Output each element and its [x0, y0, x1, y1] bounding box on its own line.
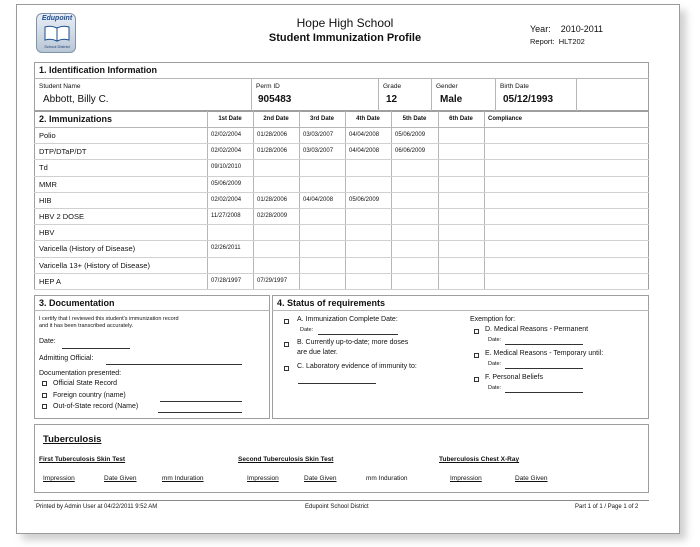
exemption-e-date-line[interactable]	[505, 368, 583, 369]
dose-date: 05/06/2009	[349, 196, 380, 203]
option-label: Foreign country (name)	[53, 392, 126, 399]
column-header: 4th Date	[356, 116, 380, 122]
option-label: Official State Record	[53, 380, 118, 387]
school-name: Hope High School	[296, 16, 394, 30]
printed-by: Printed by Admin User at 04/22/2011 9:52 AM	[36, 504, 158, 510]
first-date-given-label: Date Given	[104, 475, 137, 482]
vaccine-name: Polio	[39, 131, 56, 140]
status-a-date-line[interactable]	[318, 334, 398, 335]
column-header: 5th Date	[402, 116, 427, 122]
dose-date: 05/06/2009	[211, 180, 242, 187]
page-number: Part 1 of 1 / Page 1 of 2	[575, 504, 639, 510]
dose-date: 05/06/2009	[395, 132, 426, 138]
year-label: Year:	[530, 24, 551, 34]
vaccine-name: Varicella (History of Disease)	[39, 244, 136, 254]
dose-date: 03/03/2007	[303, 132, 334, 138]
documentation-title: 3. Documentation	[39, 298, 115, 308]
second-mm-induration-label: mm Induration	[366, 475, 408, 482]
doc-option-state-record[interactable]	[42, 380, 117, 387]
exemption-f-checkbox[interactable]	[474, 377, 479, 382]
column-header: 6th Date	[449, 116, 473, 122]
dose-date: 01/28/2006	[257, 148, 288, 155]
doc-date-label: Date:	[39, 338, 56, 345]
gender-label: Gender	[436, 83, 458, 90]
identification-title: 1. Identification Information	[39, 65, 158, 75]
column-header: 3rd Date	[309, 116, 334, 122]
status-a-label: A. Immunization Complete Date:	[297, 316, 398, 323]
checkbox[interactable]	[42, 381, 47, 386]
admitting-official-label: Admitting Official:	[39, 355, 94, 362]
dose-date: 04/04/2008	[303, 196, 334, 203]
status-c-label: C. Laboratory evidence of immunity to:	[297, 363, 417, 370]
status-a-checkbox[interactable]	[284, 319, 289, 324]
column-header: Compliance	[488, 116, 523, 122]
student-name-label: Student Name	[39, 83, 81, 90]
doc-date-line[interactable]	[62, 348, 130, 349]
column-header: 2nd Date	[263, 116, 289, 122]
dose-date: 07/29/1997	[257, 277, 288, 284]
vaccine-name: MMR	[39, 179, 57, 189]
exemption-e-label: E. Medical Reasons - Temporary until:	[485, 350, 604, 357]
first-mm-induration-label: mm Induration	[162, 475, 204, 482]
dose-date: 02/02/2004	[211, 132, 242, 138]
report-id	[530, 37, 585, 46]
status-title: 4. Status of requirements	[277, 298, 386, 308]
doc-option-out-of-state[interactable]	[42, 403, 138, 410]
status-c-line[interactable]	[298, 383, 376, 384]
logo-sub-text: School District	[44, 44, 70, 49]
school-year	[530, 24, 603, 34]
dose-date: 02/28/2009	[257, 213, 288, 219]
dose-date: 09/10/2010	[211, 164, 242, 171]
gender-value: Male	[440, 94, 463, 105]
documentation-presented-label: Documentation presented:	[39, 370, 122, 377]
vaccine-name: HBV	[39, 228, 55, 238]
exemption-d-label: D. Medical Reasons - Permanent	[485, 326, 589, 333]
book-icon	[44, 25, 70, 42]
dose-date: 07/28/1997	[211, 277, 242, 284]
logo-brand-text: Edupoint	[41, 15, 73, 22]
second-tb-test-heading: Second Tuberculosis Skin Test	[238, 456, 334, 463]
status-section	[272, 295, 649, 419]
dose-date: 04/04/2008	[349, 148, 380, 155]
tuberculosis-title: Tuberculosis	[43, 434, 102, 445]
checkbox[interactable]	[42, 404, 47, 409]
report-value: HLT202	[558, 37, 585, 46]
exemption-f-date-line[interactable]	[505, 392, 583, 393]
dose-date: 04/04/2008	[349, 132, 380, 138]
immunizations-title: 2. Immunizations	[39, 114, 113, 124]
vaccine-name: Td	[39, 163, 48, 173]
vaccine-name: Varicella 13+ (History of Disease)	[39, 260, 150, 270]
dose-date: 02/02/2004	[211, 148, 242, 155]
exemption-e-date-label: Date:	[488, 361, 502, 367]
option-label: Out-of-State record (Name)	[53, 403, 139, 410]
certify-line-1: I certify that I reviewed this student's immunization record	[39, 316, 179, 322]
doc-option-foreign-country[interactable]	[42, 392, 126, 399]
grade-value: 12	[386, 94, 398, 105]
grade-label: Grade	[383, 83, 402, 90]
exemption-f-label: F. Personal Beliefs	[485, 374, 543, 381]
status-b-checkbox[interactable]	[284, 342, 289, 347]
report-label: Report:	[530, 37, 555, 46]
checkbox[interactable]	[42, 393, 47, 398]
certify-line-2: and it has been transcribed accurately.	[39, 323, 134, 329]
exemption-d-checkbox[interactable]	[474, 329, 479, 334]
status-a-date-label: Date:	[300, 327, 314, 333]
out-of-state-line[interactable]	[158, 412, 242, 413]
district-name: Edupoint School District	[305, 504, 369, 510]
dose-date: 11/27/2008	[211, 213, 241, 219]
perm-id-label: Perm ID	[256, 83, 280, 90]
exemption-d-date-line[interactable]	[505, 344, 583, 345]
exemption-e-checkbox[interactable]	[474, 353, 479, 358]
exemption-label: Exemption for:	[470, 316, 516, 323]
tuberculosis-section	[34, 424, 649, 493]
first-impression-label: Impression	[43, 475, 75, 482]
dose-date: 02/26/2011	[211, 245, 241, 252]
admitting-official-line[interactable]	[106, 364, 242, 365]
birth-date-label: Birth Date	[500, 83, 529, 90]
xray-impression-label: Impression	[450, 475, 482, 482]
first-tb-test-heading: First Tuberculosis Skin Test	[39, 456, 126, 463]
report-title: Student Immunization Profile	[268, 32, 422, 44]
perm-id: 905483	[258, 94, 292, 105]
dose-date: 03/03/2007	[303, 148, 334, 155]
vaccine-name: HEP A	[39, 276, 61, 286]
second-impression-label: Impression	[247, 475, 279, 482]
status-c-checkbox[interactable]	[284, 366, 289, 371]
vaccine-name: HBV 2 DOSE	[39, 212, 85, 221]
dose-date: 06/06/2009	[395, 148, 426, 155]
dose-date: 02/02/2004	[211, 196, 242, 203]
exemption-d-date-label: Date:	[488, 337, 502, 343]
tb-xray-heading: Tuberculosis Chest X-Ray	[439, 456, 520, 463]
vaccine-name: HIB	[39, 195, 52, 205]
foreign-country-line[interactable]	[160, 401, 242, 402]
second-date-given-label: Date Given	[304, 475, 337, 482]
dose-date: 01/28/2006	[257, 132, 288, 138]
status-b-label-2: are due later.	[297, 349, 338, 356]
column-header: 1st Date	[218, 116, 242, 122]
dose-date: 01/28/2006	[257, 196, 288, 203]
vaccine-name: DTP/DTaP/DT	[39, 147, 87, 157]
student-name: Abbott, Billy C.	[43, 94, 109, 105]
district-logo	[36, 13, 76, 53]
year-value: 2010-2011	[560, 24, 604, 34]
birth-date: 05/12/1993	[503, 94, 554, 105]
status-b-label-1: B. Currently up-to-date; more doses	[297, 339, 409, 346]
exemption-f-date-label: Date:	[488, 385, 502, 391]
xray-date-given-label: Date Given	[515, 475, 548, 482]
